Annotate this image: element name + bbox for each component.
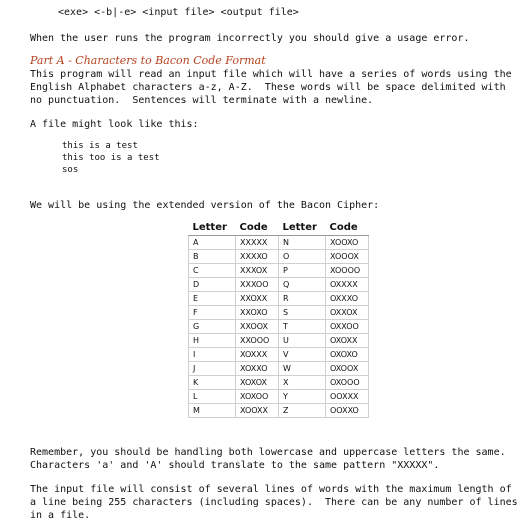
code-cell: XXXOO (236, 278, 279, 292)
letter-cell: H (189, 334, 236, 348)
table-row (189, 264, 369, 278)
table-body (189, 236, 369, 418)
header-code: Code (236, 220, 279, 236)
code-cell: OXXXO (326, 292, 369, 306)
remember-paragraph (30, 446, 506, 472)
code-cell: OXOXX (326, 334, 369, 348)
table-row (189, 390, 369, 404)
letter-cell: F (189, 306, 236, 320)
letter-cell: A (189, 236, 236, 250)
paragraph-line: This program will read an input file which will have a series of words using the (30, 69, 512, 80)
paragraph-line: a line being 255 characters (including spaces). There can be any number of lines (30, 497, 518, 508)
code-cell: OXOXO (326, 348, 369, 362)
table-row (189, 376, 369, 390)
part-a-paragraph (30, 68, 512, 107)
table-row (189, 278, 369, 292)
header-letter: Letter (189, 220, 236, 236)
code-cell: XXXXO (236, 250, 279, 264)
code-cell: OXXOX (326, 306, 369, 320)
letter-cell: Y (279, 390, 326, 404)
letter-cell: I (189, 348, 236, 362)
code-cell: XOXXO (236, 362, 279, 376)
code-cell: OOXXO (326, 404, 369, 418)
letter-cell: U (279, 334, 326, 348)
example-file-line: this is a test (62, 141, 138, 151)
table-row (189, 236, 369, 250)
letter-cell: W (279, 362, 326, 376)
table-row (189, 306, 369, 320)
table-row (189, 292, 369, 306)
file-intro-text: A file might look like this: (30, 119, 199, 130)
code-cell: XXOXX (236, 292, 279, 306)
paragraph-line: English Alphabet characters a-z, A-Z. These words will be space delimited with (30, 82, 506, 93)
letter-cell: R (279, 292, 326, 306)
letter-cell: Q (279, 278, 326, 292)
letter-cell: O (279, 250, 326, 264)
letter-cell: J (189, 362, 236, 376)
letter-cell: K (189, 376, 236, 390)
letter-cell: V (279, 348, 326, 362)
example-file-block (62, 140, 160, 176)
code-cell: OXOOX (326, 362, 369, 376)
example-file-line: this too is a test (62, 153, 160, 163)
usage-line: <exe> <-b|-e> <input file> <output file> (58, 7, 299, 18)
code-cell: XXXOX (236, 264, 279, 278)
usage-error-text: When the user runs the program incorrectly you should give a usage error. (30, 33, 470, 44)
input-paragraph (30, 483, 518, 522)
letter-cell: X (279, 376, 326, 390)
code-cell: XOXOX (236, 376, 279, 390)
code-cell: OXOOO (326, 376, 369, 390)
code-cell: OXXOO (326, 320, 369, 334)
table-row (189, 362, 369, 376)
example-file-line: sos (62, 165, 79, 175)
code-cell: XOXXX (236, 348, 279, 362)
header-code: Code (326, 220, 369, 236)
letter-cell: L (189, 390, 236, 404)
letter-cell: B (189, 250, 236, 264)
table-header-row (189, 220, 369, 236)
letter-cell: C (189, 264, 236, 278)
code-cell: OOXXX (326, 390, 369, 404)
table-row (189, 348, 369, 362)
table-row (189, 404, 369, 418)
paragraph-line: The input file will consist of several lines of words with the maximum length of (30, 484, 512, 495)
cipher-intro-text: We will be using the extended version of the Bacon Cipher: (30, 200, 380, 211)
table-row (189, 250, 369, 264)
paragraph-line: Remember, you should be handling both lowercase and uppercase letters the same. (30, 447, 506, 458)
letter-cell: N (279, 236, 326, 250)
code-cell: XXXXX (236, 236, 279, 250)
paragraph-line: no punctuation. Sentences will terminate with a newline. (30, 95, 374, 106)
header-letter: Letter (279, 220, 326, 236)
bacon-cipher-table (188, 220, 369, 418)
code-cell: XOOOX (326, 250, 369, 264)
code-cell: XXOOO (236, 334, 279, 348)
letter-cell: G (189, 320, 236, 334)
code-cell: XOOOO (326, 264, 369, 278)
code-cell: XXOOX (236, 320, 279, 334)
letter-cell: D (189, 278, 236, 292)
table-row (189, 334, 369, 348)
letter-cell: M (189, 404, 236, 418)
letter-cell: T (279, 320, 326, 334)
letter-cell: Z (279, 404, 326, 418)
letter-cell: E (189, 292, 236, 306)
code-cell: XOXOO (236, 390, 279, 404)
code-cell: XOOXO (326, 236, 369, 250)
letter-cell: S (279, 306, 326, 320)
code-cell: OXXXX (326, 278, 369, 292)
letter-cell: P (279, 264, 326, 278)
code-cell: XOOXX (236, 404, 279, 418)
code-cell: XXOXO (236, 306, 279, 320)
part-a-heading: Part A - Characters to Bacon Code Format (30, 54, 266, 67)
paragraph-line: in a file. (30, 510, 91, 521)
paragraph-line: Characters 'a' and 'A' should translate to the same pattern "XXXXX". (30, 460, 440, 471)
table-row (189, 320, 369, 334)
